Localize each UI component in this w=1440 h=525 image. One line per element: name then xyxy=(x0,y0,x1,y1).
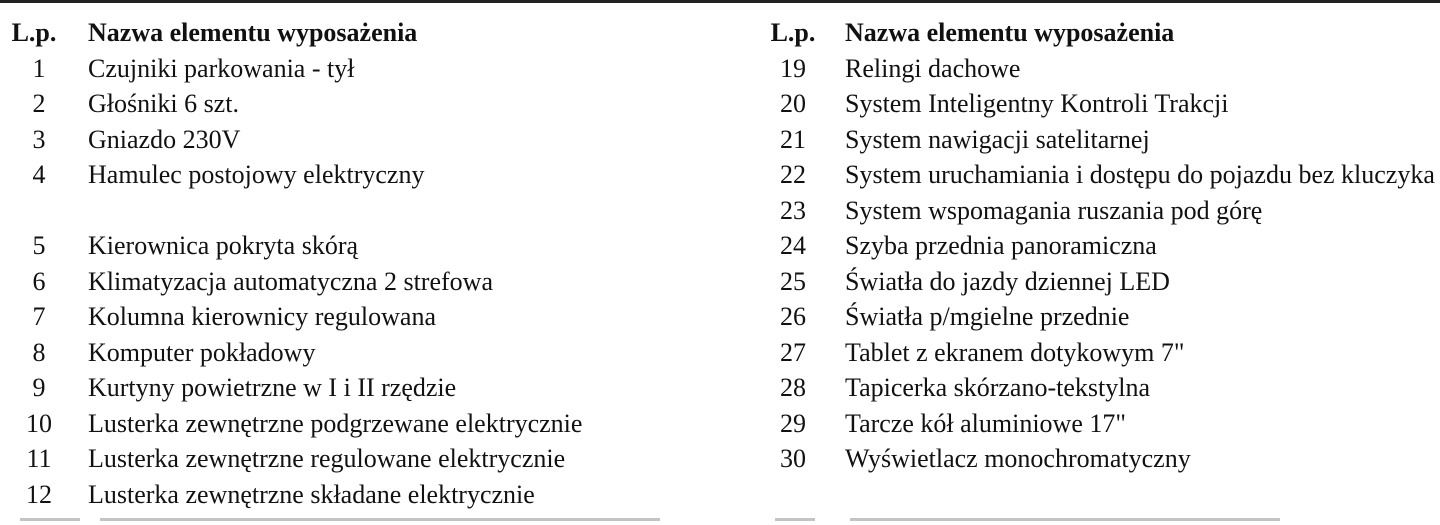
row-name: Światła p/mgielne przednie xyxy=(845,302,1130,331)
table-header-right xyxy=(768,15,1440,51)
lp-header: L.p. xyxy=(11,18,57,47)
row-number: 23 xyxy=(780,195,806,225)
table-row xyxy=(768,335,1440,371)
row-number: 19 xyxy=(780,53,806,83)
row-name: Tapicerka skórzano-tekstylna xyxy=(845,373,1150,402)
row-number: 12 xyxy=(26,479,52,509)
table-row xyxy=(768,264,1440,300)
table-row xyxy=(8,441,728,477)
row-number: 21 xyxy=(780,124,806,154)
table-row xyxy=(8,51,728,87)
table-row-spacer xyxy=(8,193,728,229)
table-row xyxy=(768,122,1440,158)
row-number: 6 xyxy=(32,266,46,296)
table-row xyxy=(768,86,1440,122)
table-row xyxy=(768,299,1440,335)
equipment-table-left xyxy=(8,15,728,512)
row-number: 25 xyxy=(780,266,806,296)
row-name: Kurtyny powietrzne w I i II rzędzie xyxy=(88,373,457,402)
row-name: Szyba przednia panoramiczna xyxy=(845,231,1157,260)
row-name xyxy=(88,193,728,229)
cropped-ink-mark xyxy=(100,518,660,521)
table-row xyxy=(8,122,728,158)
row-number: 29 xyxy=(780,408,806,438)
table-row xyxy=(768,193,1440,229)
row-name: Lusterka zewnętrzne regulowane elektrycznie xyxy=(88,444,566,473)
row-number: 11 xyxy=(26,444,52,473)
row-name: System wspomagania ruszania pod górę xyxy=(845,195,1263,225)
row-number: 30 xyxy=(780,444,806,473)
row-number: 26 xyxy=(780,302,806,331)
row-number: 20 xyxy=(780,89,806,118)
row-name: Lusterka zewnętrzne składane elektrycznie xyxy=(88,479,535,509)
row-number: 22 xyxy=(780,160,806,189)
row-number: 8 xyxy=(32,337,46,367)
row-number: 10 xyxy=(26,408,52,438)
row-name: Komputer pokładowy xyxy=(88,337,316,367)
row-name: Kierownica pokryta skórą xyxy=(88,231,359,260)
row-name: System uruchamiania i dostępu do pojazdu bez kluczyka xyxy=(845,160,1435,189)
equipment-table-right xyxy=(768,15,1440,477)
row-name: Relingi dachowe xyxy=(845,53,1021,83)
table-row xyxy=(8,264,728,300)
table-row xyxy=(768,441,1440,477)
name-header: Nazwa elementu wyposażenia xyxy=(845,18,1175,47)
row-number: 4 xyxy=(32,160,46,189)
row-name: Gniazdo 230V xyxy=(88,124,241,154)
row-name: Wyświetlacz monochromatyczny xyxy=(845,444,1191,473)
table-row xyxy=(768,228,1440,264)
row-name: Tarcze kół aluminiowe 17" xyxy=(845,408,1126,438)
cropped-next-row-edge xyxy=(0,518,1440,525)
table-row xyxy=(8,157,728,193)
table-row xyxy=(8,335,728,371)
name-header: Nazwa elementu wyposażenia xyxy=(88,18,418,47)
row-number: 3 xyxy=(32,124,46,154)
row-number: 5 xyxy=(32,231,46,260)
row-number: 1 xyxy=(32,53,46,83)
table-row xyxy=(768,406,1440,442)
table-row xyxy=(8,228,728,264)
row-number: 24 xyxy=(780,231,806,260)
table-row xyxy=(8,299,728,335)
row-name: Tablet z ekranem dotykowym 7" xyxy=(845,337,1185,367)
table-row xyxy=(8,86,728,122)
row-name: Lusterka zewnętrzne podgrzewane elektrycznie xyxy=(88,408,583,438)
table-row xyxy=(768,157,1440,193)
row-name: Czujniki parkowania - tył xyxy=(88,53,355,83)
cropped-ink-mark xyxy=(20,518,80,521)
row-name: Głośniki 6 szt. xyxy=(88,89,239,118)
row-name: System nawigacji satelitarnej xyxy=(845,124,1150,154)
row-number: 9 xyxy=(32,373,46,402)
table-header-left xyxy=(8,15,728,51)
top-rule xyxy=(0,0,1440,3)
table-row xyxy=(8,370,728,406)
row-name: System Inteligentny Kontroli Trakcji xyxy=(845,89,1229,118)
row-number: 2 xyxy=(32,89,46,118)
row-number: 27 xyxy=(780,337,806,367)
cropped-ink-mark xyxy=(775,518,815,521)
table-row xyxy=(8,477,728,513)
lp-header: L.p. xyxy=(770,18,816,47)
table-row xyxy=(768,51,1440,87)
row-name: Kolumna kierownicy regulowana xyxy=(88,302,437,331)
row-number xyxy=(8,193,70,229)
cropped-ink-mark xyxy=(850,518,1280,521)
table-row xyxy=(8,406,728,442)
row-number: 7 xyxy=(32,302,46,331)
table-row xyxy=(768,370,1440,406)
row-name: Światła do jazdy dziennej LED xyxy=(845,266,1170,296)
row-name: Klimatyzacja automatyczna 2 strefowa xyxy=(88,266,493,296)
row-name: Hamulec postojowy elektryczny xyxy=(88,160,425,189)
row-number: 28 xyxy=(780,373,806,402)
